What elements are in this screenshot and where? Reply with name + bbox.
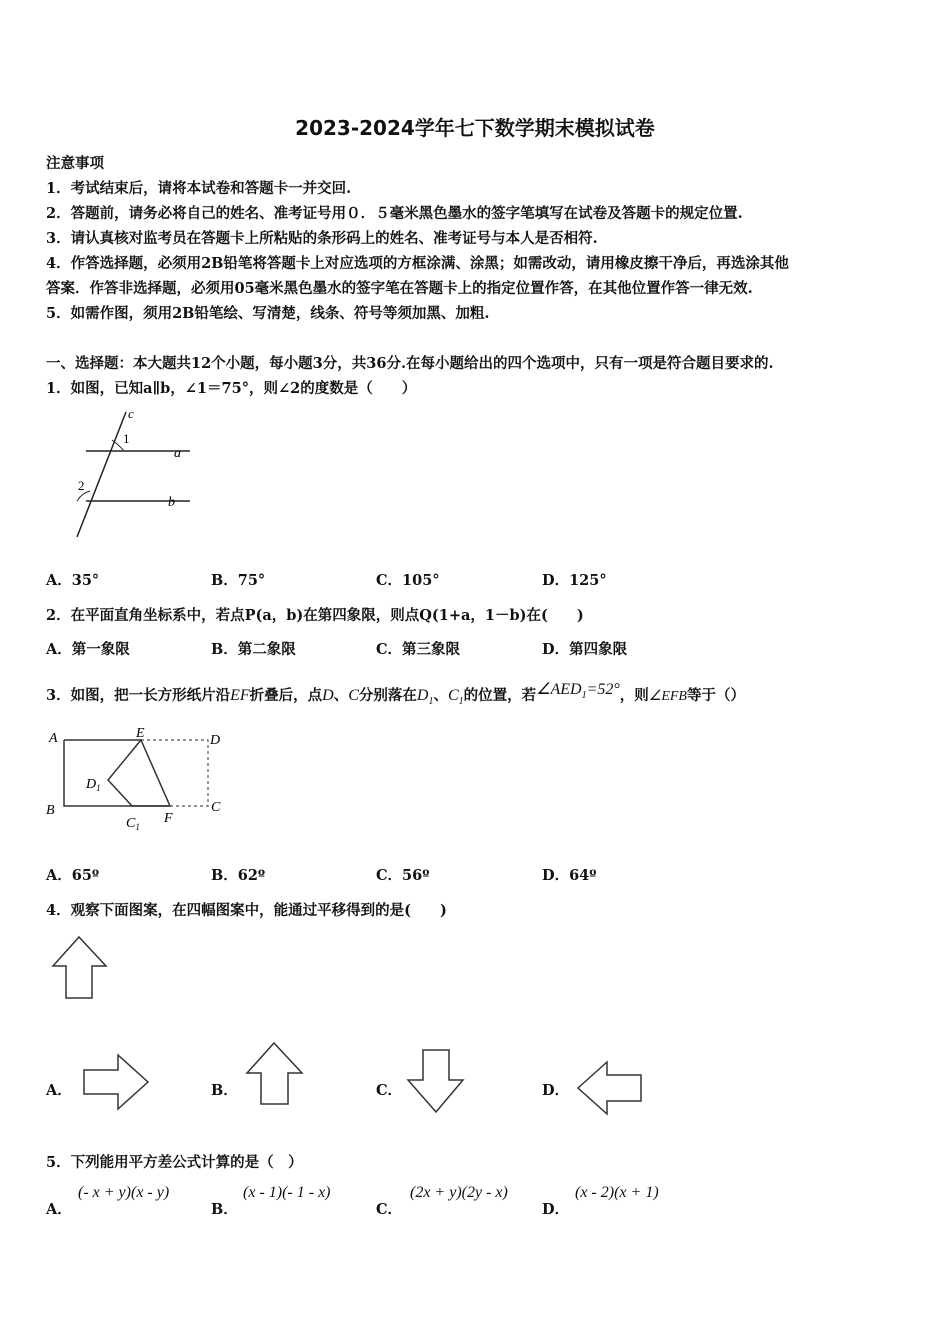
- fig-label-angle2: 2: [78, 478, 85, 493]
- q3-option-d: D．64º: [542, 867, 597, 884]
- fig-label-A: A: [49, 731, 58, 746]
- q1-stem: 1．如图，已知a∥b，∠1＝75°，则∠2的度数是（ ）: [46, 380, 417, 397]
- notice-item: 5．如需作图，须用2B铅笔绘、写清楚，线条、符号等须加黑、加粗.: [46, 305, 490, 322]
- fig-label-C1: $C_1$: [126, 816, 140, 832]
- q4-option-d: D．: [542, 1082, 570, 1099]
- q2-option-c: C．第三象限: [376, 641, 461, 658]
- fig-label-angle1: 1: [123, 431, 130, 446]
- q4-stem: 4．观察下面图案，在四幅图案中，能通过平移得到的是( ): [46, 902, 447, 919]
- q3-option-c: C．56º: [376, 867, 430, 884]
- fig-label-a: a: [174, 446, 181, 461]
- q5-option-d-label: D．: [542, 1201, 570, 1218]
- fig-label-C: C: [211, 800, 221, 815]
- q5-option-c-label: C．: [376, 1201, 403, 1218]
- q1-option-b: B．75°: [211, 572, 266, 589]
- q4-option-b: B．: [211, 1082, 238, 1099]
- fig-label-D: D: [210, 733, 221, 748]
- q2-option-d: D．第四象限: [542, 641, 628, 658]
- notice-item: 4．作答选择题，必须用2B铅笔将答题卡上对应选项的方框涂满、涂黑；如需改动，请用橡皮擦干净后，再选涂其他: [46, 255, 789, 272]
- q5-option-b-label: B．: [211, 1201, 238, 1218]
- q5-option-c-expr: (2x + y)(2y - x): [410, 1184, 508, 1201]
- q5-option-a-label: A．: [46, 1201, 72, 1218]
- q3-option-a: A．65º: [46, 867, 100, 884]
- q4-up-arrow-icon: [244, 1041, 306, 1107]
- fig-label-E: E: [136, 726, 145, 741]
- q4-reference-up-arrow-icon: [50, 935, 110, 1001]
- q4-down-arrow-icon: [405, 1047, 467, 1115]
- page-title: 2023-2024学年七下数学期末模拟试卷: [295, 116, 655, 140]
- q3-stem: 3．如图，把一长方形纸片沿EF折叠后，点D、C分别落在$D_1$、$C_1$的位置，若$\angle AED_1=52^\circ$，则∠EFB等于（）: [46, 681, 745, 707]
- q5-option-b-expr: (x - 1)(- 1 - x): [243, 1184, 331, 1201]
- q3-figure: [40, 726, 240, 841]
- q4-option-a: A．: [46, 1082, 72, 1099]
- notice-item: 1．考试结束后，请将本试卷和答题卡一并交回.: [46, 180, 352, 197]
- fig-label-B: B: [46, 803, 55, 818]
- fig-label-F: F: [164, 811, 173, 826]
- q2-stem: 2．在平面直角坐标系中，若点P(a，b)在第四象限，则点Q(1+a，1－b)在( ): [46, 607, 584, 624]
- notice-item: 2．答题前，请务必将自己的姓名、准考证号用０．５毫米黑色墨水的签字笔填写在试卷及答题卡的规定位置.: [46, 205, 743, 222]
- notice-item: 答案．作答非选择题，必须用05毫米黑色墨水的签字笔在答题卡上的指定位置作答，在其他位置作答一律无效.: [46, 280, 753, 297]
- q4-right-arrow-icon: [80, 1052, 152, 1112]
- q2-option-a: A．第一象限: [46, 641, 130, 658]
- q4-option-c: C．: [376, 1082, 403, 1099]
- q2-option-b: B．第二象限: [211, 641, 296, 658]
- q1-option-a: A．35°: [46, 572, 100, 589]
- q5-stem: 5．下列能用平方差公式计算的是（ ）: [46, 1154, 303, 1171]
- notice-heading: 注意事项: [46, 155, 104, 172]
- q4-left-arrow-icon: [575, 1058, 647, 1118]
- q1-option-c: C．105°: [376, 572, 440, 589]
- section-heading: 一、选择题：本大题共12个小题，每小题3分，共36分.在每小题给出的四个选项中，只有一项是符合题目要求的.: [46, 355, 774, 372]
- q5-option-a-expr: (- x + y)(x - y): [78, 1184, 170, 1201]
- fig-label-b: b: [168, 495, 175, 510]
- q1-figure: [40, 402, 190, 542]
- fig-label-c: c: [128, 406, 134, 421]
- q1-option-d: D．125°: [542, 572, 607, 589]
- notice-item: 3．请认真核对监考员在答题卡上所粘贴的条形码上的姓名、准考证号与本人是否相符.: [46, 230, 598, 247]
- fig-label-D1: $D_1$: [86, 777, 101, 793]
- q3-option-b: B．62º: [211, 867, 266, 884]
- q5-option-d-expr: (x - 2)(x + 1): [575, 1184, 659, 1201]
